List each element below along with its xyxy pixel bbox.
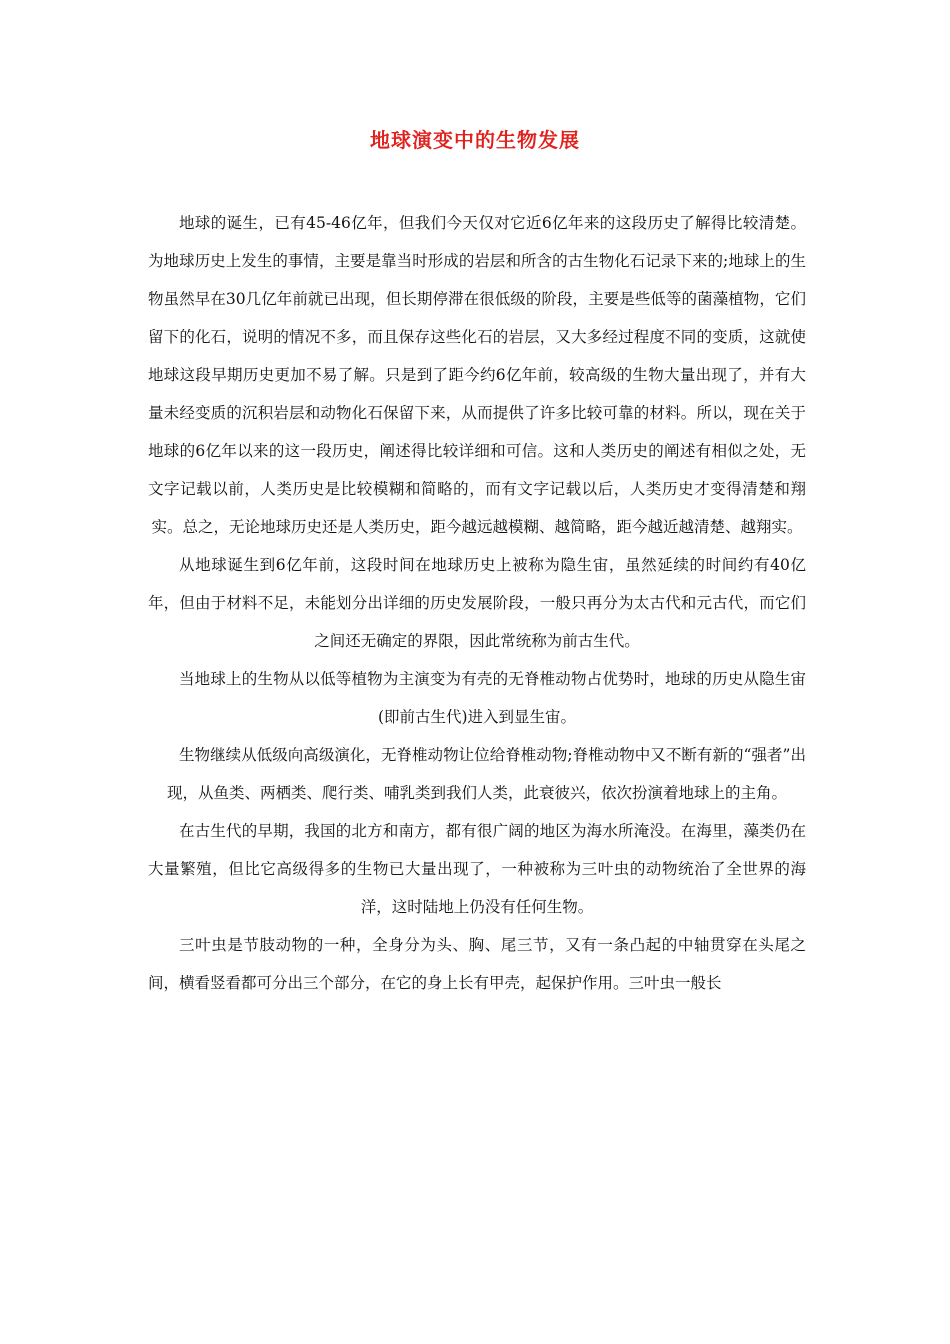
- paragraph: 地球的诞生，已有45-46亿年，但我们今天仅对它近6亿年来的这段历史了解得比较清楚。为地球历史上发生的事情，主要是靠当时形成的岩层和所含的古生物化石记录下来的;地球上的生物虽然早在30几亿年前就已出现，但长期停滞在很低级的阶段，主要是些低等的菌藻植物，它们留下的化石，说明的情况不多，而且保存这些化石的岩层，又大多经过程度不同的变质，这就使地球这段早期历史更加不易了解。只是到了距今约6亿年前，较高级的生物大量出现了，并有大量未经变质的沉积岩层和动物化石保留下来，从而提供了许多比较可靠的材料。所以，现在关于地球的6亿年以来的这一段历史，阐述得比较详细和可信。这和人类历史的阐述有相似之处，无文字记载以前，人类历史是比较模糊和简略的，而有文字记载以后，人类历史才变得清楚和翔实。总之，无论地球历史还是人类历史，距今越远越模糊、越简略，距今越近越清楚、越翔实。: [148, 214, 806, 536]
- paragraph: 在古生代的早期，我国的北方和南方，都有很广阔的地区为海水所淹没。在海里，藻类仍在大量繁殖，但比它高级得多的生物已大量出现了，一种被称为三叶虫的动物统治了全世界的海洋，这时陆地上仍没有任何生物。: [148, 822, 806, 916]
- document-body: [148, 204, 806, 1002]
- paragraph: 从地球诞生到6亿年前，这段时间在地球历史上被称为隐生宙，虽然延续的时间约有40亿年，但由于材料不足，未能划分出详细的历史发展阶段，一般只再分为太古代和元古代，而它们之间还无确定的界限，因此常统称为前古生代。: [148, 556, 806, 650]
- paragraph: 生物继续从低级向高级演化，无脊椎动物让位给脊椎动物;脊椎动物中又不断有新的“强者”出现，从鱼类、两栖类、爬行类、哺乳类到我们人类，此衰彼兴，依次扮演着地球上的主角。: [166, 746, 806, 802]
- paragraph: 当地球上的生物从以低等植物为主演变为有壳的无脊椎动物占优势时，地球的历史从隐生宙(即前古生代)进入到显生宙。: [179, 670, 806, 726]
- paragraph: 三叶虫是节肢动物的一种，全身分为头、胸、尾三节，又有一条凸起的中轴贯穿在头尾之间，横看竖看都可分出三个部分，在它的身上长有甲壳，起保护作用。三叶虫一般长: [148, 936, 806, 992]
- document-title: 地球演变中的生物发展: [370, 128, 580, 152]
